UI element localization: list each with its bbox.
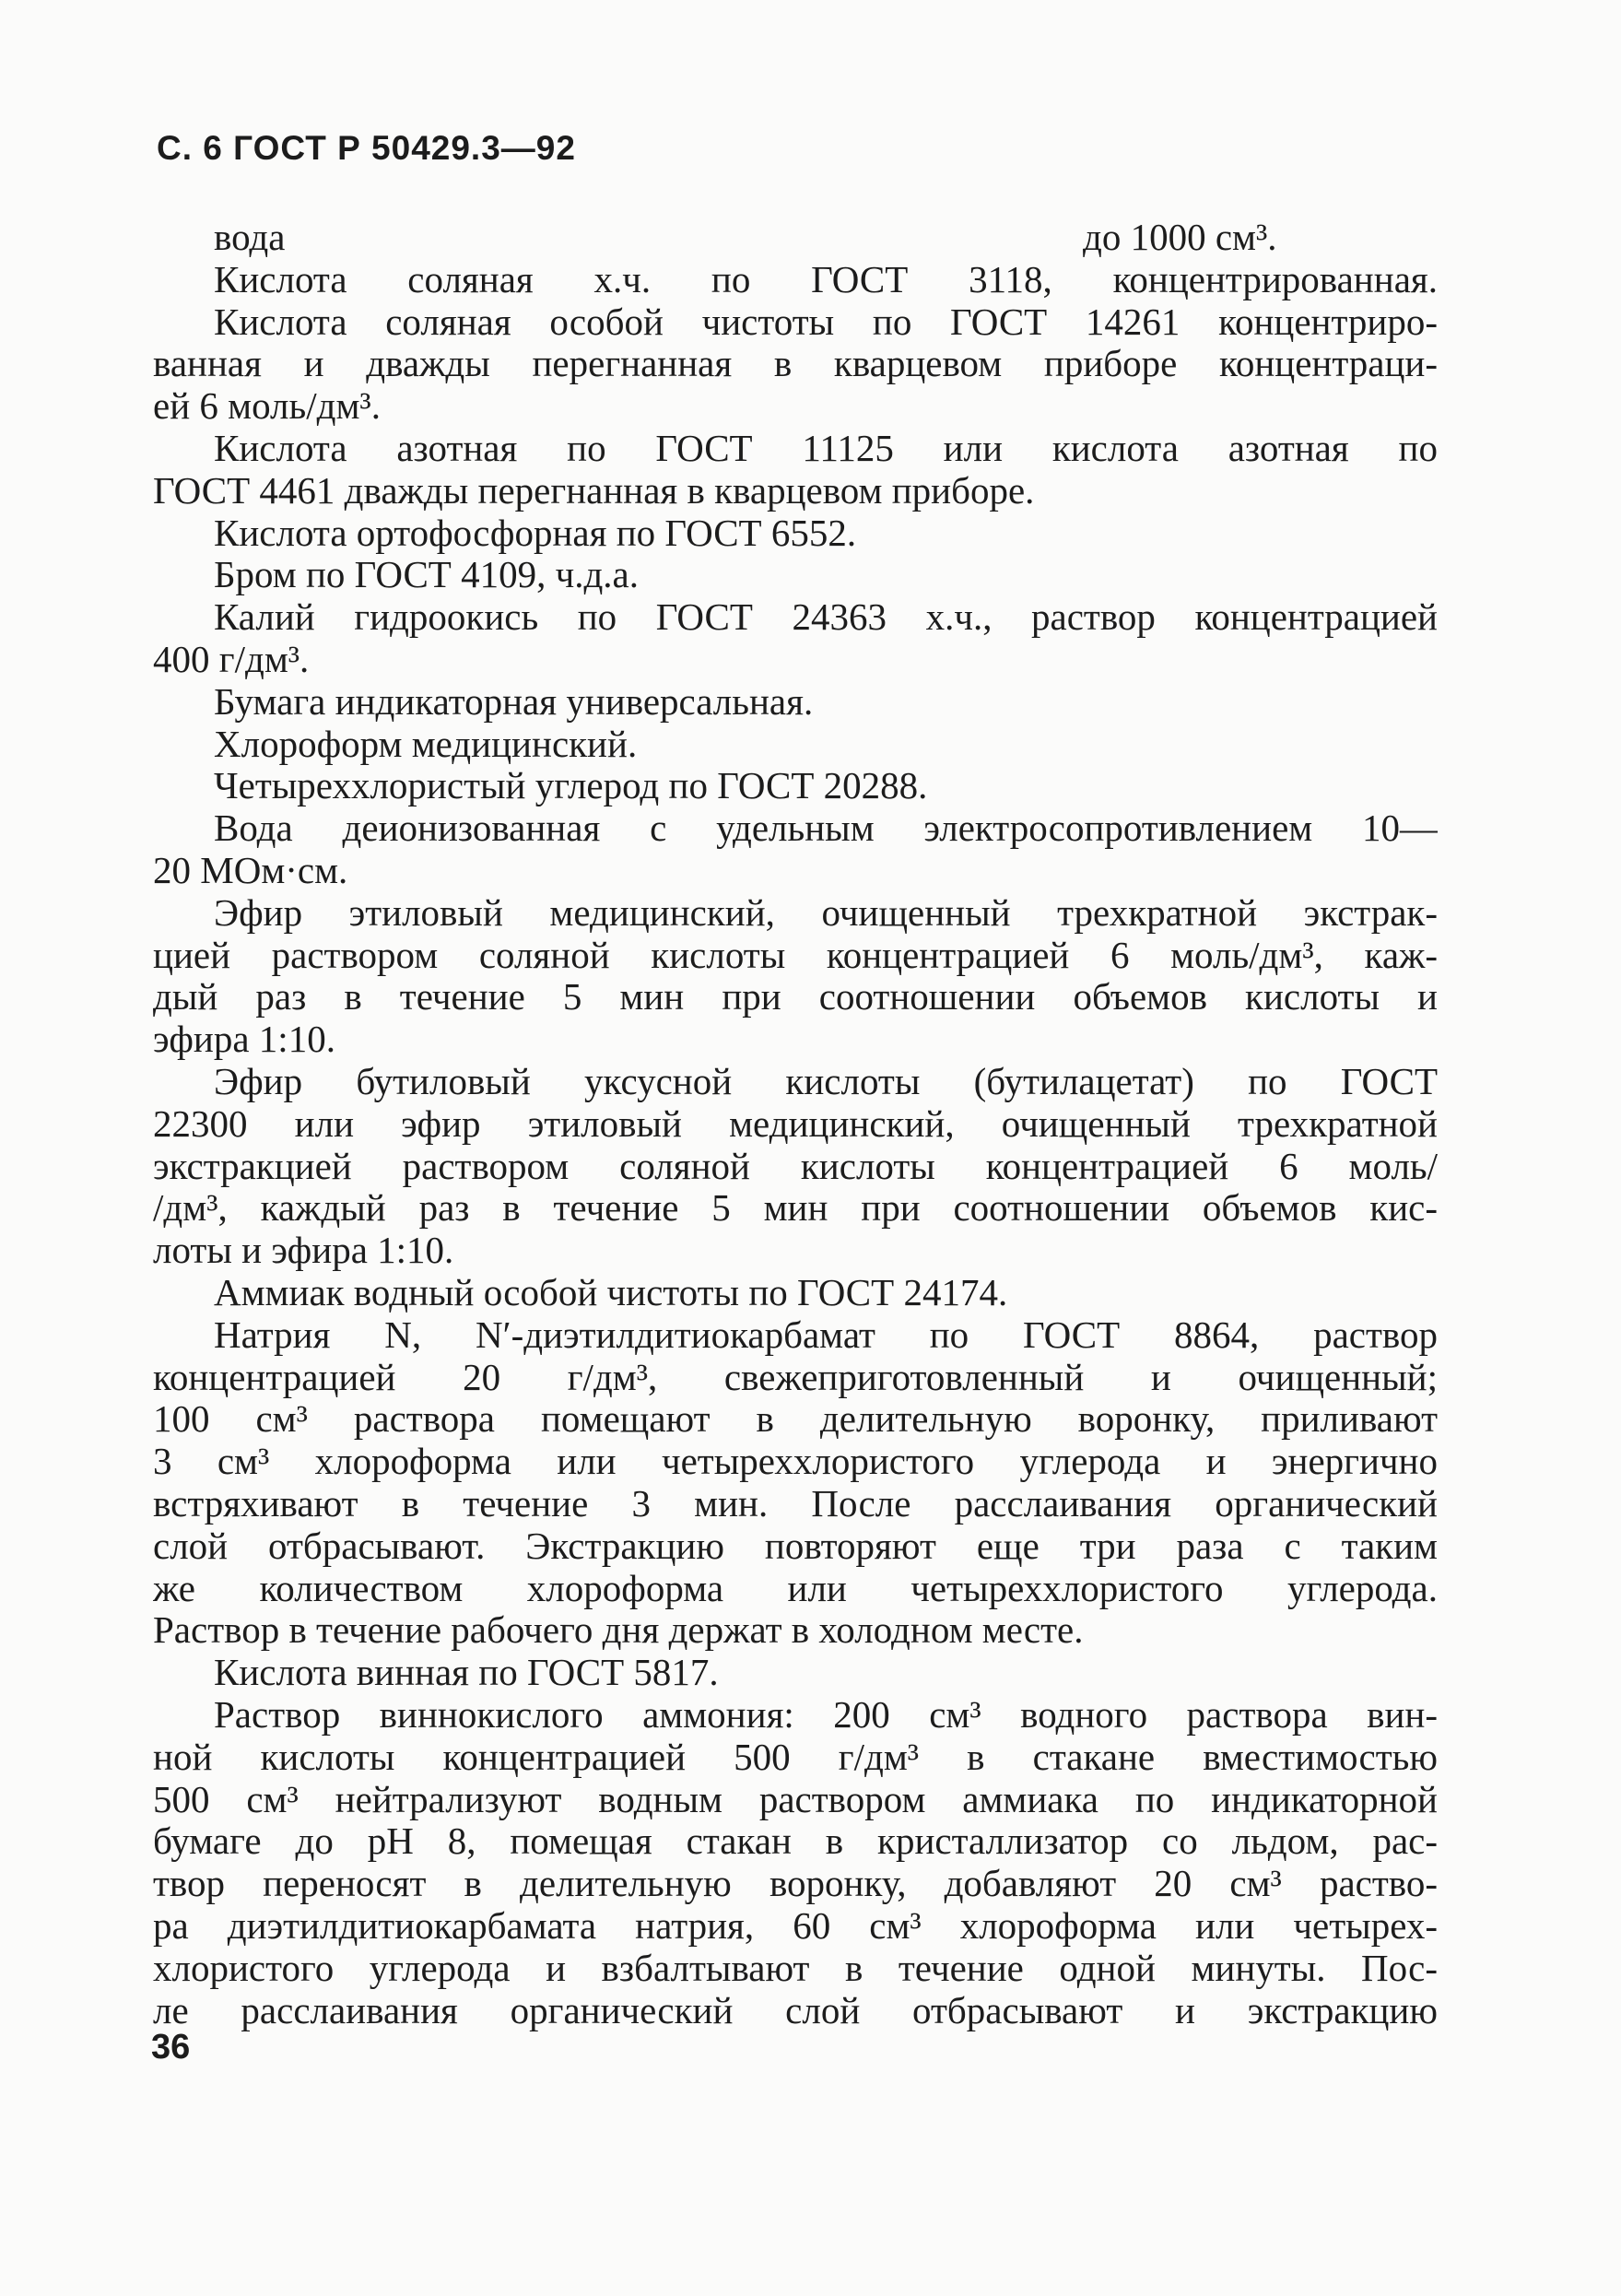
text-line: Кислота соляная х.ч. по ГОСТ 3118, концентрированная. xyxy=(214,257,1438,300)
page-number: 36 xyxy=(151,2028,191,2066)
text-line: ной кислоты концентрацией 500 г/дм³ в стакане вместимостью xyxy=(153,1735,1438,1778)
text-line: Раствор виннокислого аммония: 200 см³ водного раствора вин- xyxy=(214,1693,1438,1736)
text-line: твор переносят в делительную воронку, добавляют 20 см³ раство- xyxy=(153,1862,1438,1905)
text-line: 100 см³ раствора помещают в делительную воронку, приливают xyxy=(153,1397,1438,1441)
text-line: хлористого углерода и взбалтывают в течение одной минуты. Пос- xyxy=(153,1946,1438,1989)
text-line: 400 г/дм³. xyxy=(153,638,310,680)
text-line: Бром по ГОСТ 4109, ч.д.а. xyxy=(214,553,640,596)
text-line: вода до 1000 см³. xyxy=(214,216,1277,258)
text-line: концентрацией 20 г/дм³, свежеприготовленный и очищенный; xyxy=(153,1355,1438,1398)
text-line: Эфир бутиловый уксусной кислоты (бутилацетат) по ГОСТ xyxy=(214,1060,1438,1102)
text-line: экстракцией раствором соляной кислоты концентрацией 6 моль/ xyxy=(153,1144,1438,1187)
text-line: Вода деионизованная с удельным электросопротивлением 10— xyxy=(214,807,1438,850)
text-line: встряхивают в течение 3 мин. После расслаивания органический xyxy=(153,1482,1438,1525)
text-line: 22300 или эфир этиловый медицинский, очищенный трехкратной xyxy=(153,1101,1438,1145)
text-line: 500 см³ нейтрализуют водным раствором аммиака по индикаторной xyxy=(153,1777,1438,1820)
text-line: лоты и эфира 1:10. xyxy=(153,1229,454,1272)
text-line: бумаге до рН 8, помещая стакан в кристаллизатор со льдом, рас- xyxy=(153,1819,1438,1863)
text-line: Четыреххлористый углерод по ГОСТ 20288. xyxy=(214,764,928,807)
text-line: 3 см³ хлороформа или четыреххлористого углерода и энергично xyxy=(153,1440,1438,1483)
text-line: ГОСТ 4461 дважды перегнанная в кварцевом приборе. xyxy=(153,468,1035,512)
text-line: Кислота ортофосфорная по ГОСТ 6552. xyxy=(214,511,857,554)
text-line: ванная и дважды перегнанная в кварцевом приборе концентраци- xyxy=(153,342,1438,385)
text-line: же количеством хлороформа или четыреххлористого углерода. xyxy=(153,1566,1438,1609)
text-line: ле расслаивания органический слой отбрасывают и экстракцию xyxy=(153,1988,1438,2031)
text-line: цией раствором соляной кислоты концентрацией 6 моль/дм³, каж- xyxy=(153,933,1438,976)
text-line: Эфир этиловый медицинский, очищенный трехкратной экстрак- xyxy=(214,890,1438,934)
text-line: /дм³, каждый раз в течение 5 мин при соотношении объемов кис- xyxy=(153,1186,1438,1230)
text-line: дый раз в течение 5 мин при соотношении объемов кислоты и xyxy=(153,975,1438,1018)
text-line: Калий гидроокись по ГОСТ 24363 х.ч., раствор концентрацией xyxy=(214,595,1438,639)
text-line: ра диэтилдитиокарбамата натрия, 60 см³ хлороформа или четырех- xyxy=(153,1904,1438,1947)
text-line: Кислота соляная особой чистоты по ГОСТ 14261 концентриро- xyxy=(214,300,1438,343)
text-line: Бумага индикаторная универсальная. xyxy=(214,679,814,723)
text-line: слой отбрасывают. Экстракцию повторяют еще три раза с таким xyxy=(153,1524,1438,1567)
text-line: Аммиак водный особой чистоты по ГОСТ 24174. xyxy=(214,1271,1008,1313)
text-line: эфира 1:10. xyxy=(153,1018,335,1061)
text-line: Натрия N, N′-диэтилдитиокарбамат по ГОСТ 8864, раствор xyxy=(214,1313,1438,1356)
text-line: Кислота винная по ГОСТ 5817. xyxy=(214,1651,719,1694)
text-line: Раствор в течение рабочего дня держат в холодном месте. xyxy=(153,1608,1084,1652)
text-line: Кислота азотная по ГОСТ 11125 или кислота азотная по xyxy=(214,427,1438,469)
text-line: Хлороформ медицинский. xyxy=(214,722,638,765)
text-line: ей 6 моль/дм³. xyxy=(153,384,381,428)
page-header: С. 6 ГОСТ Р 50429.3—92 xyxy=(157,129,576,167)
text-line: 20 МОм·см. xyxy=(153,849,348,891)
